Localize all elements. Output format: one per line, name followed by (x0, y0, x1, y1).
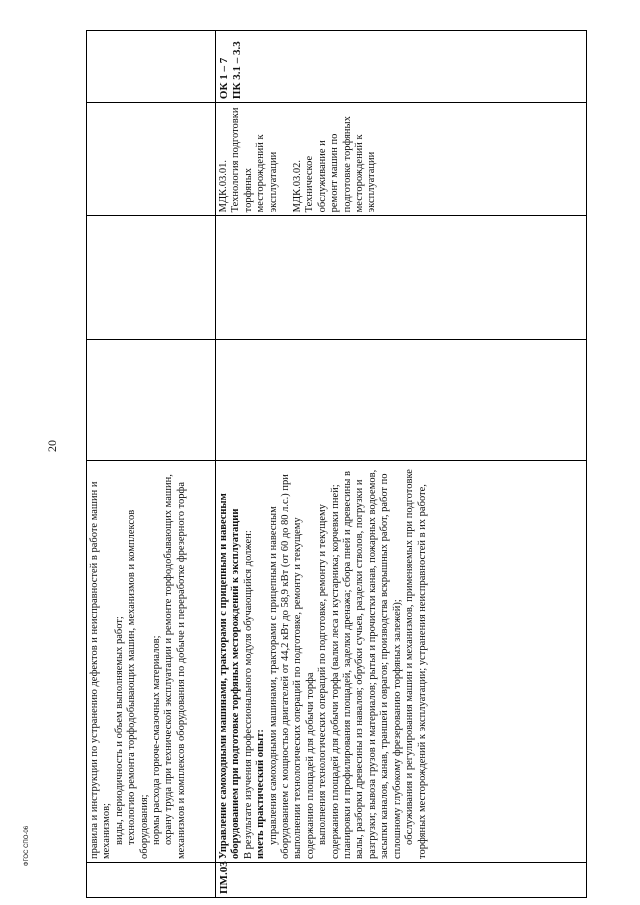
content-line: правила и инструкции по устранению дефектов и неисправностей в работе машин и механизмов; (89, 481, 113, 859)
content-line: охрану труда при технической эксплуатации и ремонте торфодобывающих машин, механизмов и комплексов оборудования по добыче и переработке фрезерного торфа (163, 474, 187, 859)
practice-text: выполнения технологических операций по подготовке, ремонту и текущему содержанию площадей для добычи торфа (валки леса и кустарника; корчевки пней; планировки и профилирования площадей, заделки дренажа; сбора пней и древесины в валы, разборки древесины из навалов; обрубки сучьев, разделки стволов, погрузки и разгрузки; вывоза грузов и материалов; рытья и прочистки канав, пожарных водоемов, засыпки каналов, канав, траншей и оврагов; производства вскрышных работ, работ по сплошному глубокому фрезерованию торфяных залежей); (317, 469, 403, 859)
content-cell (87, 461, 216, 863)
page-number: 20 (45, 440, 59, 452)
empty-cell (216, 339, 587, 461)
empty-cell (87, 103, 216, 216)
module-content (216, 461, 587, 863)
practice-label: иметь практический опыт: (255, 729, 267, 859)
practice-text: обслуживания и регулирования машин и механизмов, применяемых при подготовке торфяных месторождений к эксплуатации; устранения неисправностей в их работе, (404, 469, 428, 859)
empty-cell (87, 216, 216, 340)
mdk-item: МДК.03.02. Техническое обслуживание и ремонт машин по подготовке торфяных месторождений к эксплуатации (292, 116, 378, 213)
mdk-item: МДК.03.01. Технология подготовки торфяных месторождений к эксплуатации (218, 107, 279, 213)
practice-text: управления самоходными машинами, тракторами с прицепным и навесным оборудованием с мощностью двигателей от 44,2 кВт до 58,9 кВт (от 60 до 80 л.с.) при выполнении технологических операций по подготовке, ремонту и текущему содержанию площадей для добычи торфа (267, 474, 316, 859)
code-cell (87, 863, 216, 898)
module-code: ПМ.03 (216, 863, 587, 898)
empty-cell (87, 31, 216, 103)
module-intro: В результате изучения профессионального модуля обучающийся должен: (242, 530, 254, 859)
empty-cell (87, 339, 216, 461)
module-title: Управление самоходными машинами, тракторами с прицепным и навесным оборудованием при подготовке торфяных месторождений к эксплуатации (218, 493, 242, 859)
table-row (87, 31, 216, 898)
content-line: виды, периодичность и объем выполняемых работ; (113, 616, 125, 845)
table-row (216, 31, 587, 898)
competency-cell (216, 31, 587, 103)
content-line: технологию ремонта торфодобывающих машин, механизмов и комплексов оборудования; (126, 509, 150, 859)
competency-item: ПК 3.1 – 3.3 (231, 41, 243, 100)
page-canvas (86, 30, 594, 898)
curriculum-table (86, 30, 587, 898)
competency-item: ОК 1 – 7 (218, 57, 230, 100)
mdk-cell (216, 103, 587, 216)
footer-label: ФГОС СПО-06 (24, 825, 30, 867)
content-line: нормы расхода горюче-смазочных материалов; (151, 635, 163, 845)
rotated-page (86, 30, 594, 898)
empty-cell (216, 216, 587, 340)
